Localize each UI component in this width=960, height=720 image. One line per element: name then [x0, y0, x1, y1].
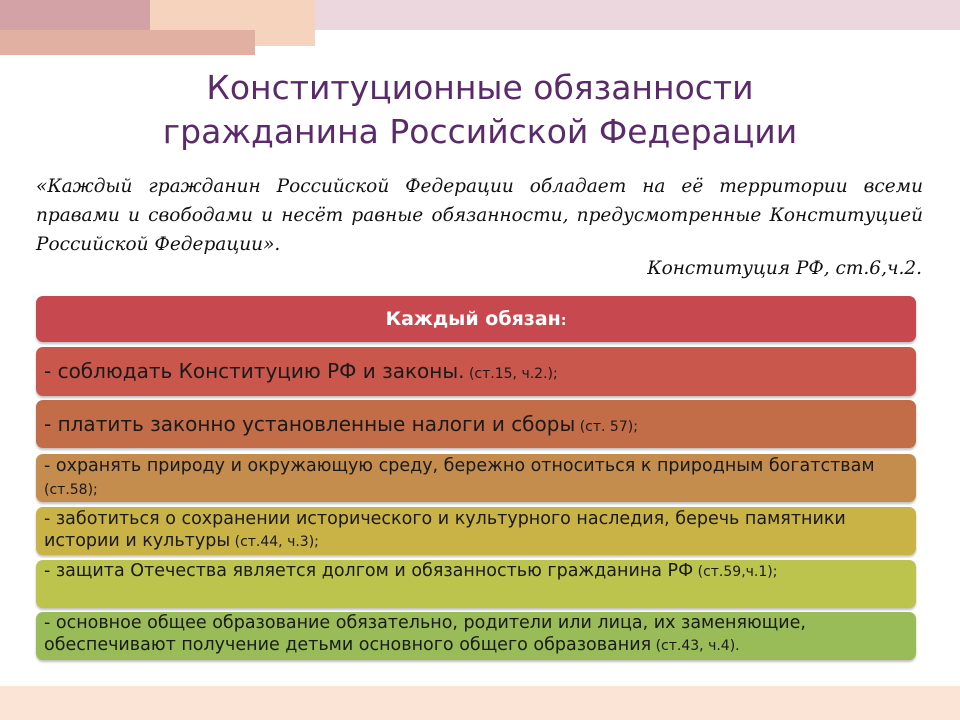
- decor-block: [0, 30, 255, 55]
- duty-text: - платить законно установленные налоги и сборы: [44, 412, 576, 436]
- duty-item: [36, 560, 916, 608]
- quote-source: Конституция РФ, ст.6,ч.2.: [647, 258, 922, 279]
- slide-title: [0, 66, 960, 154]
- duty-reference: (ст.59,ч.1);: [693, 564, 778, 580]
- title-line-2: гражданина Российской Федерации: [162, 112, 798, 151]
- duty-text: - основное общее образование обязательно, родители или лица, их заменяющие, обеспечивают получение детьми основного общего образования: [44, 613, 806, 655]
- duty-reference: (ст. 57);: [575, 419, 638, 435]
- duty-text: - заботиться о сохранении исторического и культурного наследия, беречь памятники истории и культуры: [44, 509, 846, 551]
- duty-text: - охранять природу и окружающую среду, бережно относиться к природным богатствам: [44, 456, 875, 476]
- duties-header-colon: :: [560, 313, 567, 329]
- duty-text: - защита Отечества является долгом и обязанностью гражданина РФ: [44, 561, 694, 581]
- decor-block: [315, 0, 960, 30]
- duty-text: - соблюдать Конституцию РФ и законы.: [44, 359, 465, 383]
- quote-text: «Каждый гражданин Российской Федерации обладает на её территории всеми правами и свободами и несёт равные обязанности, предусмотренные Конституцией Российской Федерации».: [36, 176, 923, 255]
- duty-reference: (ст.43, ч.4).: [651, 638, 740, 654]
- duty-item: [36, 400, 916, 448]
- duty-item: [36, 347, 916, 396]
- duties-header: [36, 296, 916, 342]
- decor-block: [0, 0, 150, 30]
- duty-item: [36, 507, 916, 555]
- duty-item: [36, 612, 916, 660]
- footer-bar: [0, 686, 960, 720]
- duty-item: [36, 454, 916, 502]
- duty-reference: (ст.44, ч.3);: [230, 534, 319, 550]
- title-line-1: Конституционные обязанности: [206, 68, 754, 107]
- duty-reference: (ст.15, ч.2.);: [464, 366, 558, 382]
- duties-header-label: Каждый обязан: [385, 308, 561, 330]
- duty-reference: (ст.58);: [44, 482, 98, 498]
